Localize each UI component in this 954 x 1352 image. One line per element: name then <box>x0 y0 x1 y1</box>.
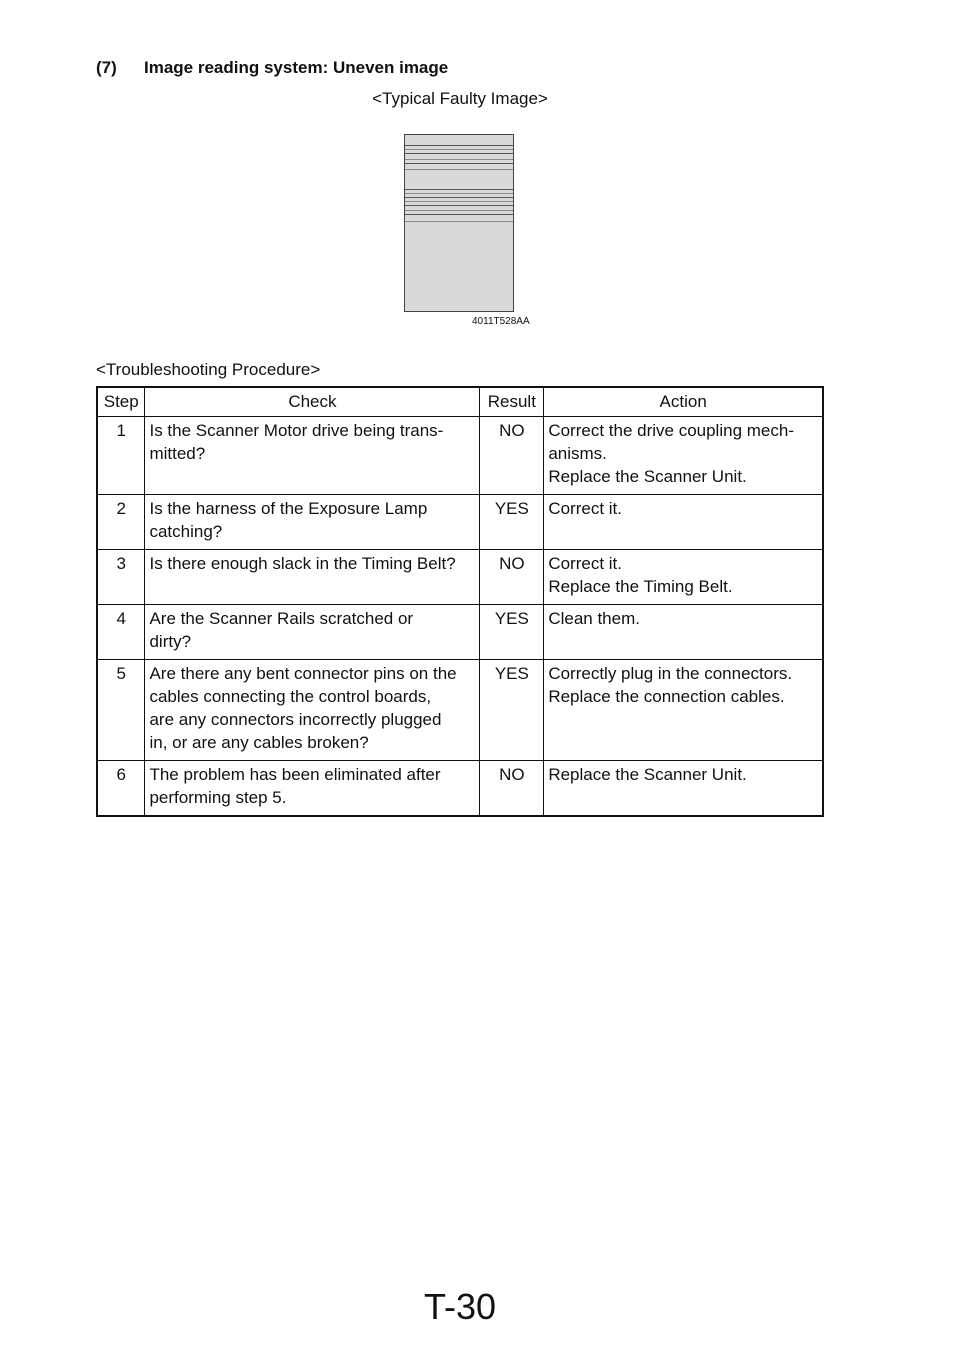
cell-check: The problem has been eliminated after performing step 5. <box>145 761 480 817</box>
cell-action: Correctly plug in the connectors. Replace the connection cables. <box>544 660 823 761</box>
page-number: T-30 <box>423 1286 497 1327</box>
section-number: (7) <box>96 58 117 77</box>
table-row <box>97 417 823 495</box>
section-title: Image reading system: Uneven image <box>144 58 449 77</box>
cell-check: Is there enough slack in the Timing Belt? <box>145 550 480 605</box>
troubleshooting-table <box>96 386 824 817</box>
table-row <box>97 605 823 660</box>
table-row <box>97 495 823 550</box>
table-row <box>97 761 823 817</box>
cell-result: NO <box>480 417 544 495</box>
cell-step: 3 <box>97 550 145 605</box>
cell-result: YES <box>480 495 544 550</box>
section-heading <box>96 58 448 78</box>
figure-code: 4011T528AA <box>472 316 530 327</box>
cell-check: Are there any bent connector pins on the cables connecting the control boards, are any connectors incorrectly plugged in, or are any cables broken? <box>145 660 480 761</box>
cell-result: YES <box>480 660 544 761</box>
figure-caption: <Typical Faulty Image> <box>372 89 548 108</box>
header-step: Step <box>97 387 145 417</box>
table-header-row <box>97 387 823 417</box>
cell-step: 4 <box>97 605 145 660</box>
cell-result: NO <box>480 761 544 817</box>
cell-action: Correct it. Replace the Timing Belt. <box>544 550 823 605</box>
cell-result: YES <box>480 605 544 660</box>
header-check: Check <box>145 387 480 417</box>
cell-result: NO <box>480 550 544 605</box>
header-result: Result <box>480 387 544 417</box>
procedure-caption: <Troubleshooting Procedure> <box>96 360 321 379</box>
cell-action: Replace the Scanner Unit. <box>544 761 823 817</box>
table-row <box>97 660 823 761</box>
cell-step: 1 <box>97 417 145 495</box>
header-action: Action <box>544 387 823 417</box>
cell-step: 5 <box>97 660 145 761</box>
cell-check: Is the harness of the Exposure Lamp catching? <box>145 495 480 550</box>
cell-action: Clean them. <box>544 605 823 660</box>
faulty-image-illustration <box>404 134 514 312</box>
cell-step: 6 <box>97 761 145 817</box>
cell-check: Are the Scanner Rails scratched or dirty? <box>145 605 480 660</box>
cell-action: Correct it. <box>544 495 823 550</box>
cell-step: 2 <box>97 495 145 550</box>
table-body <box>97 417 823 817</box>
cell-check: Is the Scanner Motor drive being trans- mitted? <box>145 417 480 495</box>
cell-action: Correct the drive coupling mech- anisms. Replace the Scanner Unit. <box>544 417 823 495</box>
table-row <box>97 550 823 605</box>
